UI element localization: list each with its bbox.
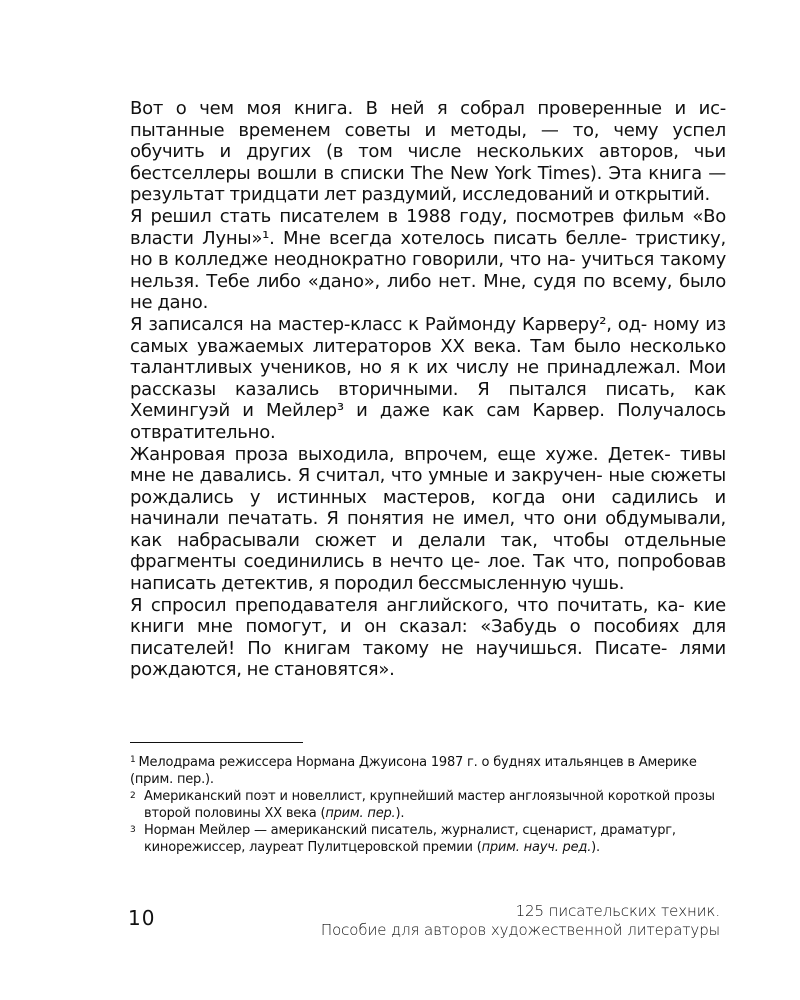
paragraph-5: Я спросил преподавателя английского, что почитать, ка- кие книги мне помогут, и он сказал: «Забудь о пособиях для писателей! По книгам такому не научишься. Писате- лями рождаются, не становятся». bbox=[130, 594, 726, 681]
book-title-line-2: Пособие для авторов художественной литературы bbox=[320, 921, 720, 939]
footnote-divider bbox=[130, 742, 303, 743]
footnote-text: Американский поэт и новеллист, крупнейший мастер англоязычной короткой прозы второй половины XX века ( bbox=[144, 789, 715, 821]
footnote-text: Норман Мейлер — американский писатель, журналист, сценарист, драматург, кинорежиссер, лауреат Пулитцеровской премии ( bbox=[144, 823, 676, 855]
footnote-note: прим. пер. bbox=[325, 806, 396, 821]
footnote-number: 2 bbox=[130, 791, 136, 801]
footnote-number: 3 bbox=[130, 825, 136, 835]
footnote-3 bbox=[130, 822, 720, 856]
paragraph-3: Я записался на мастер-класс к Раймонду Карверу², од- ному из самых уважаемых литераторов XX века. Там было несколько талантливых учеников, но я к их числу не принадлежал. Мои рассказы казались вторичными. Я пытался писать, как Хемингуэй и Мейлер³ и даже как сам Карвер. Получалось отвратительно. bbox=[130, 313, 726, 443]
paragraph-4: Жанровая проза выходила, впрочем, еще хуже. Детек- тивы мне не давались. Я считал, что умные и закручен- ные сюжеты рождались у истинных мастеров, когда они садились и начинали печатать. Я понятия не имел, что они обдумывали, как набрасывали сюжет и делали так, чтобы отдельные фрагменты соединились в нечто це- лое. Так что, попробовав написать детектив, я породил бессмысленную чушь. bbox=[130, 443, 726, 595]
footnote-note: прим. науч. ред. bbox=[481, 840, 592, 855]
footnote-number: 1 bbox=[130, 755, 136, 765]
paragraph-2: Я решил стать писателем в 1988 году, посмотрев фильм «Во власти Луны»¹. Мне всегда хотелось писать белле- тристику, но в колледже неоднократно говорили, что на- учиться такому нельзя. Тебе либо «дано», либо нет. Мне, судя по всему, было не дано. bbox=[130, 205, 726, 314]
main-text bbox=[130, 98, 726, 681]
footnote-text: Мелодрама режиссера Нормана Джуисона 1987 г. о буднях итальянцев в Америке (прим. пер.). bbox=[130, 755, 697, 787]
footnote-2 bbox=[130, 788, 720, 822]
footnote-tail: ). bbox=[591, 840, 600, 855]
footnote-1 bbox=[130, 752, 720, 788]
footnote-tail: ). bbox=[395, 806, 405, 821]
page-number: 10 bbox=[128, 906, 156, 930]
paragraph-1: Вот о чем моя книга. В ней я собрал проверенные и ис- пытанные временем советы и методы, — то, чему успел обучить и других (в том числе нескольких авторов, чьи бестселлеры вошли в списки The New York Times). Эта книга — результат тридцати лет раздумий, исследований и открытий. bbox=[130, 98, 726, 206]
running-head bbox=[160, 902, 720, 940]
footnotes bbox=[130, 752, 720, 856]
book-title-line-1: 125 писательских техник. bbox=[515, 902, 720, 920]
